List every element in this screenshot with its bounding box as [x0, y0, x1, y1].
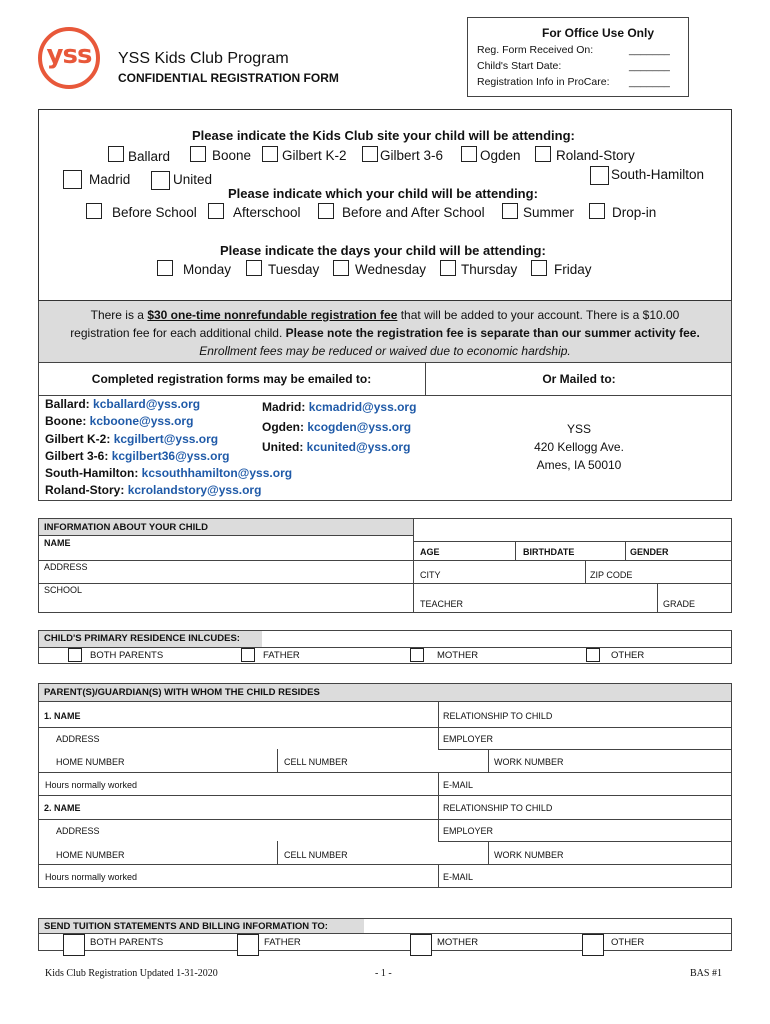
site-label: Ballard [128, 149, 171, 164]
email-link[interactable]: kcgilbert36@yss.org [111, 448, 230, 463]
billing-checkbox-both[interactable] [63, 934, 85, 956]
child-address-label[interactable]: ADDRESS [44, 562, 88, 572]
email-entry: Gilbert 3-6: kcgilbert36@yss.org [45, 448, 230, 463]
day-label: Thursday [461, 262, 518, 277]
program-question: Please indicate which your child will be attending: [228, 186, 538, 201]
office-use-box [467, 17, 689, 97]
residence-label: MOTHER [437, 650, 479, 661]
office-row: Reg. Form Received On: _______ [477, 44, 670, 56]
child-grade-label[interactable]: GRADE [663, 599, 696, 609]
form-title: CONFIDENTIAL REGISTRATION FORM [118, 71, 339, 85]
billing-header: SEND TUITION STATEMENTS AND BILLING INFORMATION TO: [44, 921, 328, 932]
day-checkbox-tuesday[interactable] [246, 260, 262, 276]
billing-checkbox-mother[interactable] [410, 934, 432, 956]
fee-notice [38, 301, 732, 363]
email-entry: Roland-Story: kcrolandstory@yss.org [45, 483, 262, 498]
child-zip-label[interactable]: ZIP CODE [590, 570, 633, 580]
site-checkbox-ogden[interactable] [461, 146, 477, 162]
email-link[interactable]: kcunited@yss.org [306, 440, 411, 454]
program-label: Drop-in [612, 205, 657, 220]
email-entry: South-Hamilton: kcsouthhamilton@yss.org [45, 466, 293, 481]
email-entry: United: kcunited@yss.org [262, 440, 411, 454]
mailing-address: YSS 420 Kellogg Ave. Ames, IA 50010 [534, 422, 624, 472]
program-checkbox-before-and-after[interactable] [318, 203, 334, 219]
child-school-label[interactable]: SCHOOL [44, 585, 83, 595]
program-label: Before School [112, 205, 197, 220]
email-entry: Madrid: kcmadrid@yss.org [262, 400, 417, 414]
residence-label: OTHER [611, 650, 645, 661]
guardian2-cell-label[interactable]: CELL NUMBER [284, 850, 348, 860]
guardian1-employer-label[interactable]: EMPLOYER [443, 734, 494, 744]
guardian1-work-label[interactable]: WORK NUMBER [494, 757, 564, 767]
blank[interactable]: _______ [629, 44, 670, 56]
program-label: Before and After School [342, 205, 485, 220]
site-checkbox-south-hamilton[interactable] [590, 166, 609, 185]
footer-left: Kids Club Registration Updated 1-31-2020 [45, 968, 218, 979]
guardian2-name-label[interactable]: 2. NAME [44, 803, 81, 813]
residence-checkbox-father[interactable] [241, 648, 255, 662]
residence-checkbox-mother[interactable] [410, 648, 424, 662]
page-number: - 1 - [375, 968, 392, 979]
residence-label: FATHER [263, 650, 300, 661]
guardian1-relationship-label[interactable]: RELATIONSHIP TO CHILD [443, 711, 553, 721]
program-label: Afterschool [233, 205, 301, 220]
guardian1-cell-label[interactable]: CELL NUMBER [284, 757, 348, 767]
fee-highlight: $30 one-time nonrefundable registration fee [147, 308, 398, 322]
email-link[interactable]: kcgilbert@yss.org [113, 431, 219, 446]
site-checkbox-gilbert-36[interactable] [362, 146, 378, 162]
child-info-header: INFORMATION ABOUT YOUR CHILD [44, 522, 208, 533]
fee-line-3: Enrollment fees may be reduced or waived due to economic hardship. [199, 344, 571, 358]
guardian1-email-label[interactable]: E-MAIL [443, 780, 474, 790]
child-teacher-label[interactable]: TEACHER [420, 599, 464, 609]
site-question: Please indicate the Kids Club site your child will be attending: [192, 128, 575, 143]
residence-label: BOTH PARENTS [90, 650, 164, 661]
site-label: United [173, 172, 213, 187]
guardians-header: PARENT(S)/GUARDIAN(S) WITH WHOM THE CHILD RESIDES [44, 687, 320, 698]
email-header: Completed registration forms may be emailed to: [91, 372, 372, 386]
guardian2-email-label[interactable]: E-MAIL [443, 872, 474, 882]
billing-checkbox-other[interactable] [582, 934, 604, 956]
residence-header: CHILD'S PRIMARY RESIDENCE INLCUDES: [44, 633, 240, 644]
guardian2-employer-label[interactable]: EMPLOYER [443, 826, 494, 836]
day-checkbox-thursday[interactable] [440, 260, 456, 276]
site-checkbox-gilbert-k2[interactable] [262, 146, 278, 162]
program-checkbox-summer[interactable] [502, 203, 518, 219]
email-entry: Boone: kcboone@yss.org [45, 414, 194, 429]
email-link[interactable]: kcballard@yss.org [93, 397, 201, 411]
site-label: Ogden [480, 148, 521, 163]
office-row: Registration Info in ProCare: _______ [477, 76, 670, 88]
program-checkbox-drop-in[interactable] [589, 203, 605, 219]
guardian1-home-label[interactable]: HOME NUMBER [56, 757, 125, 767]
guardian1-name-label[interactable]: 1. NAME [44, 711, 81, 721]
program-title: YSS Kids Club Program [118, 50, 289, 67]
residence-checkbox-other[interactable] [586, 648, 600, 662]
day-label: Tuesday [268, 262, 320, 277]
site-checkbox-roland-story[interactable] [535, 146, 551, 162]
day-label: Monday [183, 262, 232, 277]
email-entry: Ogden: kcogden@yss.org [262, 420, 412, 434]
site-checkbox-united[interactable] [151, 171, 170, 190]
email-link[interactable]: kcmadrid@yss.org [308, 400, 417, 414]
program-checkbox-afterschool[interactable] [208, 203, 224, 219]
site-label: Gilbert K-2 [282, 148, 347, 163]
guardian1-address-label[interactable]: ADDRESS [56, 734, 100, 744]
blank[interactable]: _______ [629, 60, 670, 72]
day-label: Wednesday [355, 262, 427, 277]
billing-label: OTHER [611, 937, 645, 948]
office-row: Child's Start Date: _______ [477, 60, 670, 72]
email-list-right [262, 397, 416, 457]
office-title: For Office Use Only [541, 26, 655, 40]
site-checkbox-ballard[interactable] [108, 146, 124, 162]
email-entry: Gilbert K-2: kcgilbert@yss.org [45, 431, 219, 446]
program-label: Summer [523, 205, 575, 220]
yss-logo [38, 27, 100, 89]
fee-line-2: registration fee for each additional child. Please note the registration fee is separate than our summer activity fee. [70, 326, 700, 340]
email-list-left [45, 396, 292, 500]
site-label: Gilbert 3-6 [380, 148, 444, 163]
fee-line-1: There is a $30 one-time nonrefundable registration fee that will be added to your account. There is a $10.00 [90, 308, 680, 322]
site-checkbox-boone[interactable] [190, 146, 206, 162]
email-link[interactable]: kcogden@yss.org [307, 420, 412, 434]
residence-checkbox-both[interactable] [68, 648, 82, 662]
child-city-label[interactable]: CITY [420, 570, 441, 580]
guardian1-hours-label[interactable]: Hours normally worked [45, 780, 138, 790]
child-birthdate-label[interactable]: BIRTHDATE [523, 547, 575, 557]
email-link[interactable]: kcsouthhamilton@yss.org [141, 466, 293, 481]
child-name-label[interactable]: NAME [44, 538, 71, 548]
days-question: Please indicate the days your child will be attending: [220, 243, 546, 258]
day-checkbox-friday[interactable] [531, 260, 547, 276]
child-gender-label[interactable]: GENDER [630, 547, 669, 557]
site-label: Roland-Story [556, 148, 635, 163]
day-checkbox-wednesday[interactable] [333, 260, 349, 276]
site-label: Madrid [89, 172, 131, 187]
email-entry: Ballard: kcballard@yss.org [45, 397, 201, 411]
billing-label: MOTHER [437, 937, 479, 948]
day-label: Friday [554, 262, 592, 277]
email-link[interactable]: kcrolandstory@yss.org [127, 483, 262, 498]
mail-header: Or Mailed to: [542, 372, 616, 386]
guardian2-relationship-label[interactable]: RELATIONSHIP TO CHILD [443, 803, 553, 813]
email-link[interactable]: kcboone@yss.org [89, 414, 194, 429]
site-label: South-Hamilton [611, 167, 705, 182]
billing-label: BOTH PARENTS [90, 937, 164, 948]
billing-label: FATHER [264, 937, 301, 948]
guardian2-hours-label[interactable]: Hours normally worked [45, 872, 138, 882]
billing-checkbox-father[interactable] [237, 934, 259, 956]
day-checkbox-monday[interactable] [157, 260, 173, 276]
program-checkbox-before-school[interactable] [86, 203, 102, 219]
child-age-label[interactable]: AGE [420, 547, 440, 557]
guardian2-home-label[interactable]: HOME NUMBER [56, 850, 125, 860]
footer-right: BAS #1 [690, 968, 722, 979]
guardian2-address-label[interactable]: ADDRESS [56, 826, 100, 836]
site-label: Boone [212, 148, 252, 163]
blank[interactable]: _______ [629, 76, 670, 88]
guardian2-work-label[interactable]: WORK NUMBER [494, 850, 564, 860]
guardians-table [38, 683, 732, 888]
logo-text: yss [46, 40, 92, 70]
site-checkbox-madrid[interactable] [63, 170, 82, 189]
